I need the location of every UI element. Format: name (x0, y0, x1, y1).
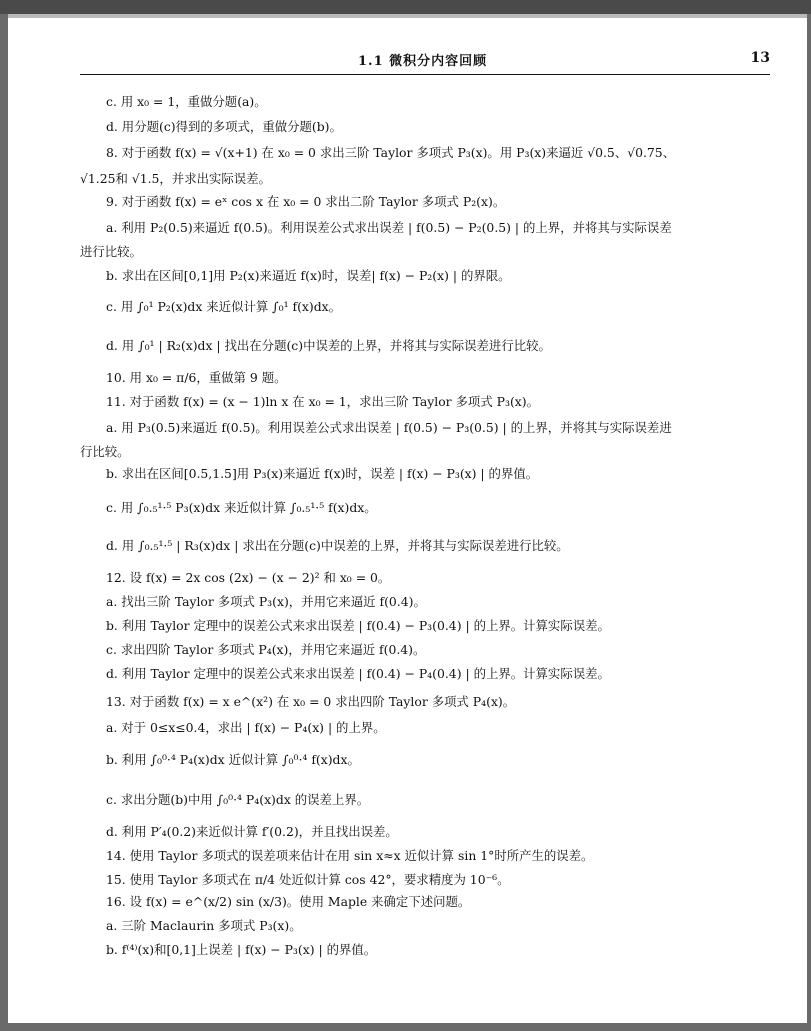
running-head (80, 48, 770, 72)
page-number: 13 (750, 50, 770, 66)
exercise-line: 16. 设 f(x) = e^(x/2) sin (x/3)。使用 Maple 来确定下述问题。 (106, 894, 471, 909)
viewer-bottom-border (0, 1023, 811, 1031)
exercise-line: a. 对于 0≤x≤0.4，求出 | f(x) − P₄(x) | 的上界。 (106, 720, 386, 735)
exercise-line: c. 求出四阶 Taylor 多项式 P₄(x)，并用它来逼近 f(0.4)。 (106, 642, 426, 657)
exercise-line: a. 利用 P₂(0.5)来逼近 f(0.5)。利用误差公式求出误差 | f(0.5) − P₂(0.5) | 的上界，并将其与实际误差 (106, 220, 672, 235)
exercise-line: d. 利用 P′₄(0.2)来近似计算 f′(0.2)，并且找出误差。 (106, 824, 398, 839)
viewer-left-border (0, 14, 8, 1031)
exercise-line: a. 用 P₃(0.5)来逼近 f(0.5)。利用误差公式求出误差 | f(0.5) − P₃(0.5) | 的上界，并将其与实际误差进 (106, 420, 672, 435)
header-rule (80, 74, 770, 75)
exercise-line: c. 用 x₀ = 1，重做分题(a)。 (106, 94, 267, 109)
exercise-line: 行比较。 (80, 444, 130, 459)
exercise-line: d. 用 ∫₀.₅¹·⁵ | R₃(x)dx | 求出在分题(c)中误差的上界，并将其与实际误差进行比较。 (106, 538, 569, 553)
exercise-line: b. 求出在区间[0.5,1.5]用 P₃(x)来逼近 f(x)时，误差 | f(x) − P₃(x) | 的界值。 (106, 466, 539, 481)
exercise-line: 13. 对于函数 f(x) = x e^(x²) 在 x₀ = 0 求出四阶 Taylor 多项式 P₄(x)。 (106, 694, 516, 709)
exercise-line: √1.25和 √1.5，并求出实际误差。 (80, 171, 271, 186)
exercise-line: b. f⁽⁴⁾(x)和[0,1]上误差 | f(x) − P₃(x) | 的界值。 (106, 942, 377, 957)
exercise-line: d. 用分题(c)得到的多项式，重做分题(b)。 (106, 119, 342, 134)
exercise-line: b. 利用 ∫₀⁰·⁴ P₄(x)dx 近似计算 ∫₀⁰·⁴ f(x)dx。 (106, 752, 360, 767)
exercise-line: c. 用 ∫₀.₅¹·⁵ P₃(x)dx 来近似计算 ∫₀.₅¹·⁵ f(x)dx。 (106, 500, 377, 515)
exercise-line: 8. 对于函数 f(x) = √(x+1) 在 x₀ = 0 求出三阶 Taylor 多项式 P₃(x)。用 P₃(x)来逼近 √0.5、√0.75、 (106, 145, 676, 160)
section-title: 1.1 微积分内容回顾 (358, 54, 488, 69)
viewer-top-bar (0, 0, 811, 14)
exercise-line: d. 利用 Taylor 定理中的误差公式来求出误差 | f(0.4) − P₄(0.4) | 的上界。计算实际误差。 (106, 666, 610, 681)
exercise-line: d. 用 ∫₀¹ | R₂(x)dx | 找出在分题(c)中误差的上界，并将其与实际误差进行比较。 (106, 338, 551, 353)
exercise-line: 14. 使用 Taylor 多项式的误差项来估计在用 sin x≈x 近似计算 sin 1°时所产生的误差。 (106, 848, 594, 863)
exercise-line: c. 用 ∫₀¹ P₂(x)dx 来近似计算 ∫₀¹ f(x)dx。 (106, 299, 342, 314)
exercise-line: 9. 对于函数 f(x) = eˣ cos x 在 x₀ = 0 求出二阶 Taylor 多项式 P₂(x)。 (106, 194, 506, 209)
exercise-line: a. 找出三阶 Taylor 多项式 P₃(x)，并用它来逼近 f(0.4)。 (106, 594, 426, 609)
exercise-line: 10. 用 x₀ = π/6，重做第 9 题。 (106, 370, 287, 385)
exercise-line: c. 求出分题(b)中用 ∫₀⁰·⁴ P₄(x)dx 的误差上界。 (106, 792, 370, 807)
exercise-line: b. 求出在区间[0,1]用 P₂(x)来逼近 f(x)时，误差| f(x) − P₂(x) | 的界限。 (106, 268, 511, 283)
exercise-line: b. 利用 Taylor 定理中的误差公式来求出误差 | f(0.4) − P₃(0.4) | 的上界。计算实际误差。 (106, 618, 610, 633)
exercise-line: 12. 设 f(x) = 2x cos (2x) − (x − 2)² 和 x₀ = 0。 (106, 570, 391, 585)
exercise-line: a. 三阶 Maclaurin 多项式 P₃(x)。 (106, 918, 302, 933)
exercise-line: 进行比较。 (80, 244, 142, 259)
viewer-right-border (807, 14, 811, 1031)
exercise-line: 15. 使用 Taylor 多项式在 π/4 处近似计算 cos 42°，要求精度为 10⁻⁶。 (106, 872, 510, 887)
exercise-line: 11. 对于函数 f(x) = (x − 1)ln x 在 x₀ = 1，求出三阶 Taylor 多项式 P₃(x)。 (106, 394, 540, 409)
viewer-top-shadow (0, 14, 811, 18)
